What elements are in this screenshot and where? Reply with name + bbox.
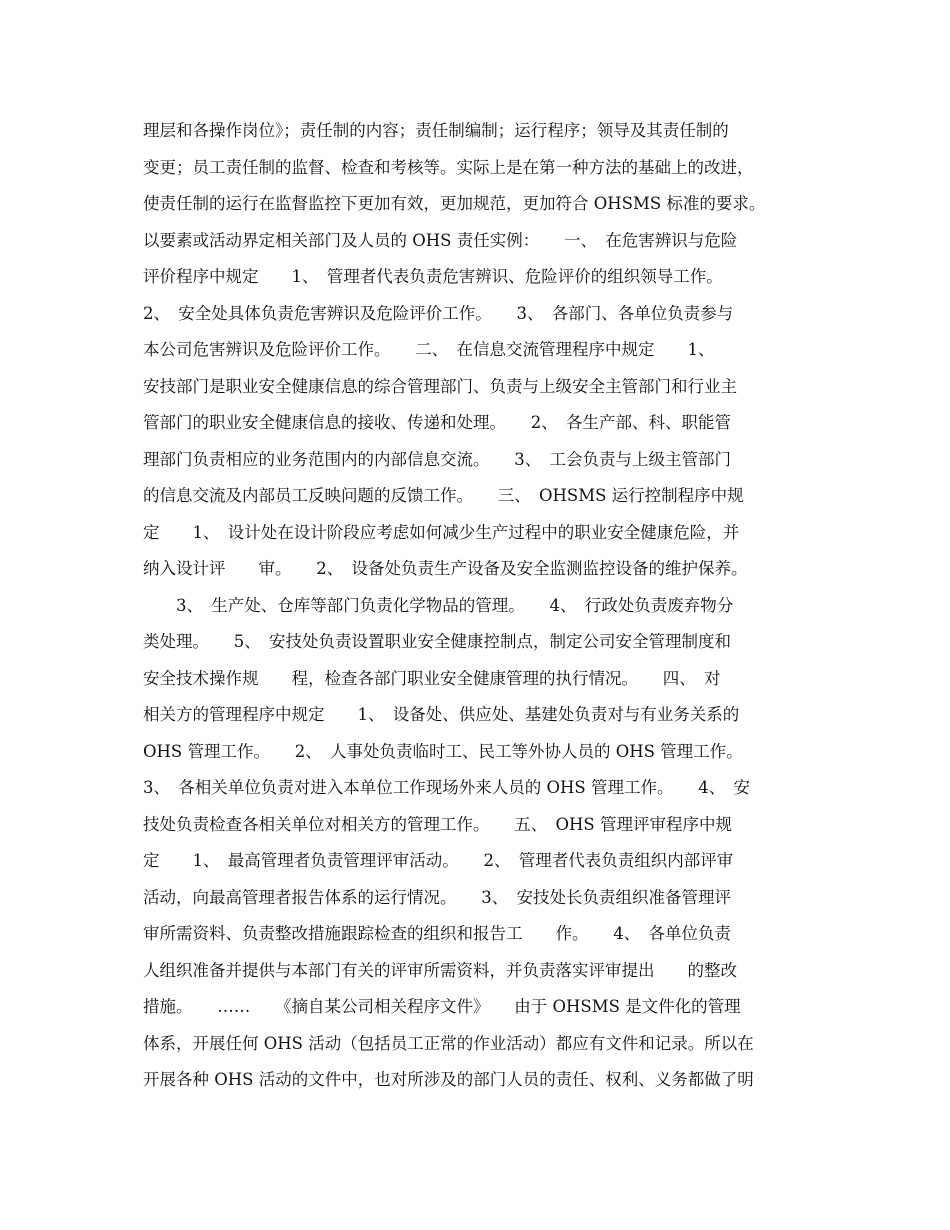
text-line: 开展各种 OHS 活动的文件中，也对所涉及的部门人员的责任、权利、义务都做了明 — [143, 1070, 754, 1089]
text-line: 类处理。 5、 安技处负责设置职业安全健康控制点，制定公司安全管理制度和 — [143, 632, 731, 651]
text-line: 3、 各相关单位负责对进入本单位工作现场外来人员的 OHS 管理工作。 4、 安 — [143, 778, 750, 797]
text-line: 安全技术操作规 程，检查各部门职业安全健康管理的执行情况。 四、 对 — [143, 668, 721, 688]
text-line: 安技部门是职业安全健康信息的综合管理部门、负责与上级安全主管部门和行业主 — [143, 376, 737, 396]
text-line: 本公司危害辨识及危险评价工作。 二、 在信息交流管理程序中规定 1、 — [143, 340, 715, 359]
text-line: 定 1、 最高管理者负责管理评审活动。 2、 管理者代表负责组织内部评审 — [143, 851, 734, 870]
text-line: 管部门的职业安全健康信息的接收、传递和处理。 2、 各生产部、科、职能管 — [143, 413, 731, 432]
text-line: 体系，开展任何 OHS 活动（包括员工正常的作业活动）都应有文件和记录。所以在 — [143, 1033, 754, 1053]
text-line: 变更；员工责任制的监督、检查和考核等。实际上是在第一种方法的基础上的改进， — [143, 157, 754, 177]
text-line: 以要素或活动界定相关部门及人员的 OHS 责任实例： 一、 在危害辨识与危险 — [143, 230, 738, 250]
text-line: 相关方的管理程序中规定 1、 设备处、供应处、基建处负责对与有业务关系的 — [143, 705, 740, 724]
text-line: 理层和各操作岗位》；责任制的内容；责任制编制；运行程序；领导及其责任制的 — [143, 121, 729, 140]
text-line: 措施。 …… 《摘自某公司相关程序文件》 由于 OHSMS 是文件化的管理 — [143, 997, 741, 1016]
text-line: 纳入设计评 审。 2、 设备处负责生产设备及安全监测监控设备的维护保养。 — [143, 559, 748, 578]
text-line: 的信息交流及内部员工反映问题的反馈工作。 三、 OHSMS 运行控制程序中规 — [143, 486, 744, 505]
text-line: 人组织准备并提供与本部门有关的评审所需资料，并负责落实评审提出 的整改 — [143, 960, 737, 980]
text-line: 审所需资料、负责整改措施跟踪检查的组织和报告工 作。 4、 各单位负责 — [143, 924, 731, 943]
text-line: 2、 安全处具体负责危害辨识及危险评价工作。 3、 各部门、各单位负责参与 — [143, 303, 734, 323]
text-line: 使责任制的运行在监督监控下更加有效，更加规范，更加符合 OHSMS 标准的要求。 — [143, 194, 766, 213]
text-line: 理部门负责相应的业务范围内的内部信息交流。 3、 工会负责与上级主管部门 — [143, 449, 731, 469]
text-line: 评价程序中规定 1、 管理者代表负责危害辨识、危险评价的组织领导工作。 — [143, 267, 723, 286]
text-line: 定 1、 设计处在设计阶段应考虑如何减少生产过程中的职业安全健康危险，并 — [143, 522, 740, 542]
text-line: 3、 生产处、仓库等部门负责化学物品的管理。 4、 行政处负责废弃物分 — [143, 595, 734, 615]
document-body-text — [143, 116, 823, 1102]
text-line: 活动，向最高管理者报告体系的运行情况。 3、 安技处长负责组织准备管理评 — [143, 887, 731, 907]
text-line: 技处负责检查各相关单位对相关方的管理工作。 五、 OHS 管理评审程序中规 — [143, 814, 732, 834]
text-line: OHS 管理工作。 2、 人事处负责临时工、民工等外协人员的 OHS 管理工作。 — [143, 741, 743, 761]
